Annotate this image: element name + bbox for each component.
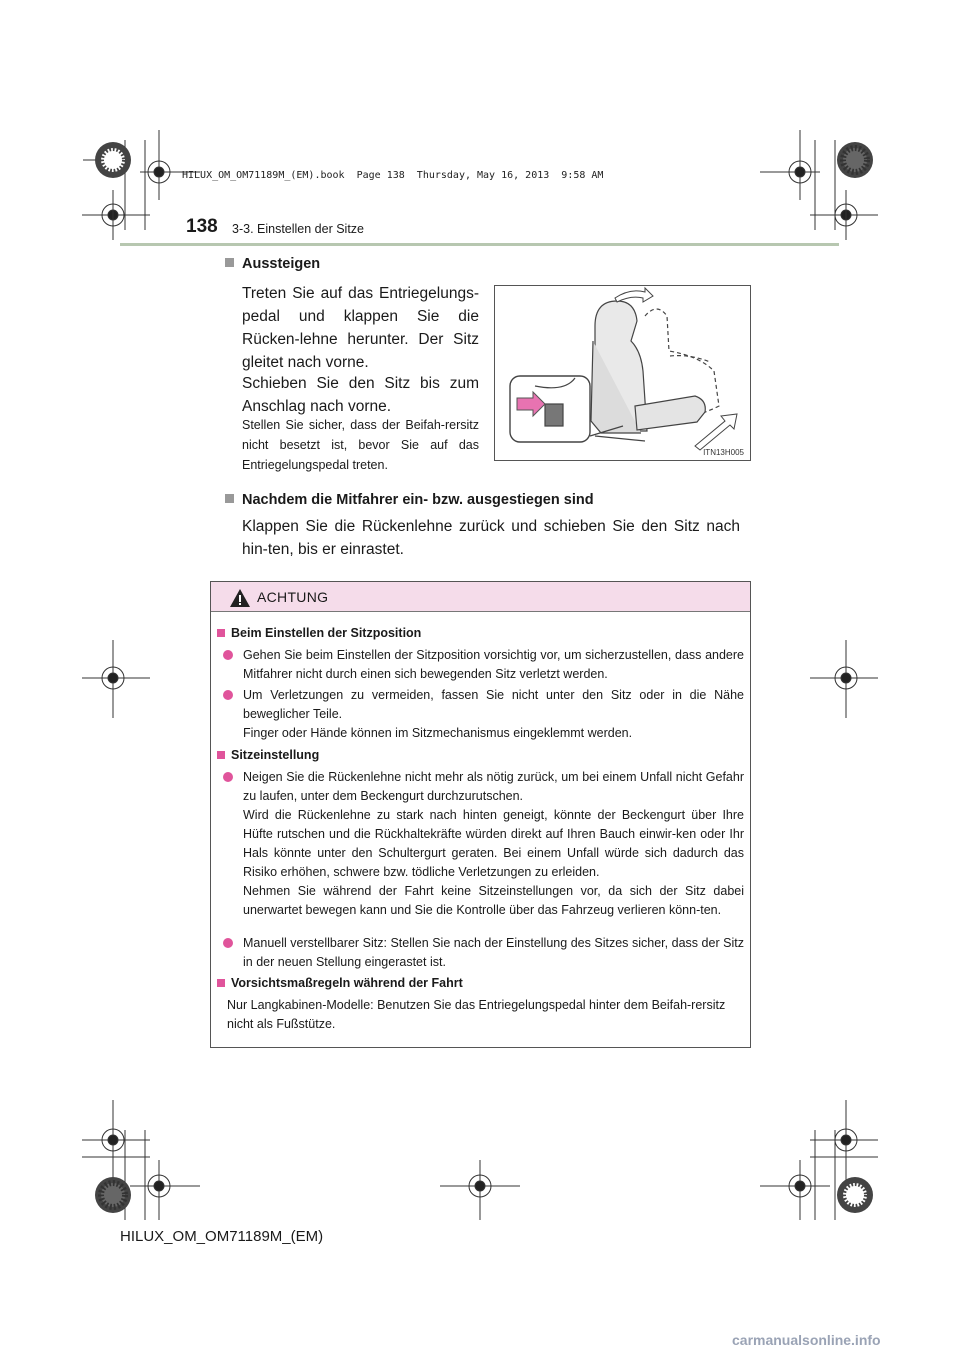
warning-item: Manuell verstellbarer Sitz: Stellen Sie nach der Einstellung des Sitzes sicher, dass der Sitz in der neuen Stellung eingerastet ist. (217, 934, 744, 972)
seat-figure (494, 285, 751, 461)
seat-illustration (495, 286, 750, 460)
warning-heading-sitzeinstellung: Sitzeinstellung (217, 748, 319, 762)
warning-item-continued: Wird die Rückenlehne zu stark nach hinten geneigt, könnte der Beckengurt über Ihre Hüfte rutschen und die Rückhaltekräfte würden direkt auf Ihren Bauch einwir-ken oder Ihr Hals könnte unter den Schultergurt geraten. Bei einem Unfall würde sich dadurch das Risiko erhöhen, schwere bzw. tödliche Verletzungen zu erleiden. (243, 808, 744, 879)
aussteigen-note: Stellen Sie sicher, dass der Beifah-rersitz nicht besetzt ist, bevor Sie auf das Entriegelungspedal treten. (242, 418, 479, 472)
warning-heading-sitzposition: Beim Einstellen der Sitzposition (217, 626, 421, 640)
warning-box (210, 581, 751, 1048)
pink-square-icon (217, 979, 225, 987)
nachdem-para: Klappen Sie die Rückenlehne zurück und schieben Sie den Sitz nach hin-ten, bis er einrastet. (242, 518, 740, 558)
section-title: 3-3. Einstellen der Sitze (232, 222, 365, 236)
aussteigen-para1: Treten Sie auf das Entriegelungs-pedal und klappen Sie die Rücken-lehne herunter. Der Sitz gleitet nach vorne. (242, 285, 479, 371)
figure-code: ITN13H005 (703, 448, 744, 457)
warning-text-fahrt: Nur Langkabinen-Modelle: Benutzen Sie das Entriegelungspedal hinter dem Beifah-rersitz nicht als Fußstütze. (227, 998, 726, 1031)
warning-item: Neigen Sie die Rückenlehne nicht mehr als nötig zurück, um bei einem Unfall nicht Gefahr zu laufen, unter dem Beckengurt durchzurutschen. (217, 768, 744, 806)
warning-item-continued: Finger oder Hände können im Sitzmechanismus eingeklemmt werden. (243, 726, 633, 740)
pink-dot-icon (223, 938, 233, 948)
warning-label: ACHTUNG (257, 589, 329, 605)
heading-aussteigen: Aussteigen (225, 256, 320, 272)
warning-item: Gehen Sie beim Einstellen der Sitzposition vorsichtig vor, um sicherzustellen, dass andere Mitfahrer nicht durch einen sich bewegenden Sitz verletzt werden. (217, 646, 744, 684)
square-bullet-icon (225, 494, 234, 503)
page-number: 138 (186, 216, 218, 237)
pink-square-icon (217, 751, 225, 759)
header-rule (120, 243, 839, 246)
watermark: carmanualsonline.info (732, 1332, 881, 1348)
aussteigen-para2: Schieben Sie den Sitz bis zum Anschlag nach vorne. (242, 375, 479, 415)
square-bullet-icon (225, 258, 234, 267)
warning-heading-fahrt: Vorsichtsmaßregeln während der Fahrt (217, 976, 463, 990)
pink-dot-icon (223, 772, 233, 782)
warning-item-continued: Nehmen Sie während der Fahrt keine Sitzeinstellungen vor, da sich der Sitz dabei unerwartet bewegen kann und Sie die Kontrolle über das Fahrzeug verlieren könn-ten. (243, 884, 744, 917)
warning-item: Um Verletzungen zu vermeiden, fassen Sie nicht unter den Sitz oder in die Nähe beweglicher Teile. (217, 686, 744, 724)
warning-triangle-icon (229, 588, 251, 608)
warning-header (211, 582, 750, 612)
pink-square-icon (217, 629, 225, 637)
footer-code: HILUX_OM_OM71189M_(EM) (120, 1228, 324, 1245)
heading-nachdem: Nachdem die Mitfahrer ein- bzw. ausgestiegen sind (225, 492, 594, 508)
pink-dot-icon (223, 690, 233, 700)
print-header: HILUX_OM_OM71189M_(EM).book Page 138 Thursday, May 16, 2013 9:58 AM (182, 170, 604, 181)
pink-dot-icon (223, 650, 233, 660)
